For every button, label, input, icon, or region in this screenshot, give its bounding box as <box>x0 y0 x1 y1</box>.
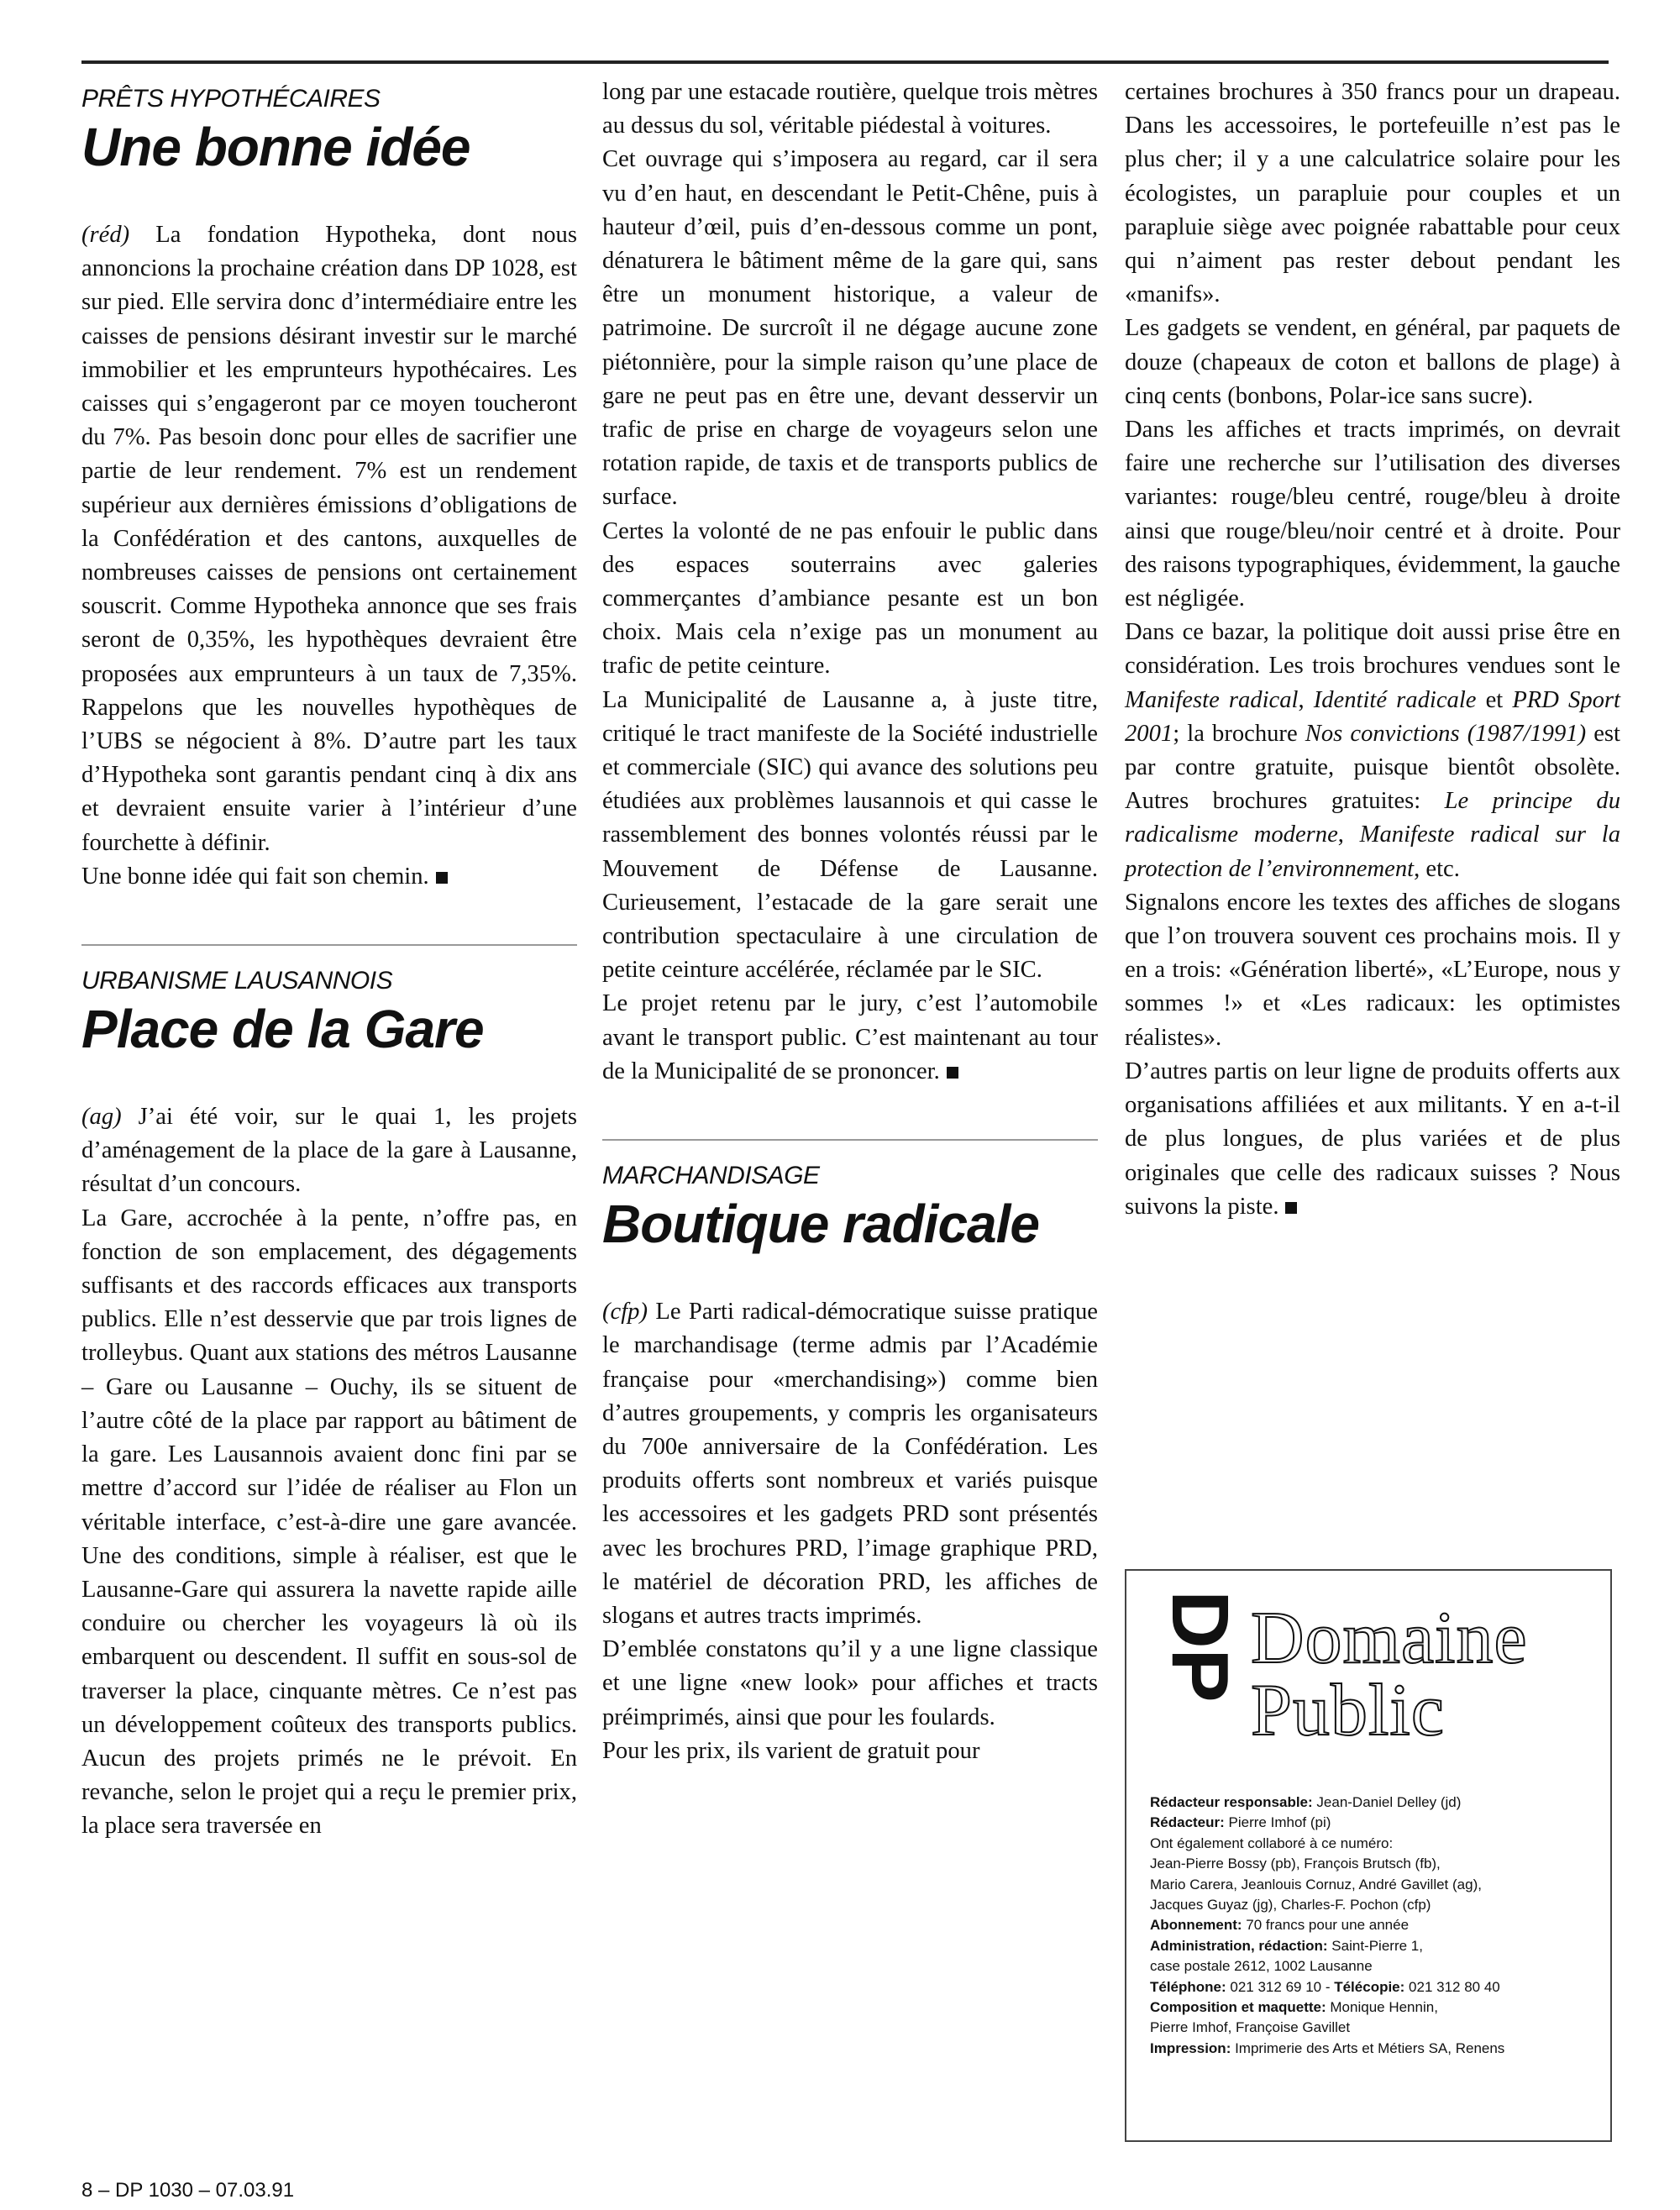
article-paragraph: Cet ouvrage qui s’imposera au regard, car il sera vu d’en haut, en descendant le Petit-Chêne, puis à hauteur d’œil, puis d’en-dessous comme un pont, dénaturera le bâtiment même de la gare qui, sans être un monument historique, a valeur de patrimoine. De surcroît il ne dégage aucune zone piétonnière, pour la simple raison qu’une place de gare ne peut pas en être une, devant desservir un trafic de prise en charge de voyageurs selon une rotation rapide, de taxis et de transports publics de surface. <box>602 146 1098 511</box>
article-kicker: MARCHANDISAGE <box>602 1162 820 1190</box>
credit-line: Administration, rédaction: Saint-Pierre 1, <box>1150 1937 1423 1954</box>
article-paragraph: long par une estacade routière, quelque trois mètres au dessus du sol, véritable piédestal à voitures. <box>602 79 1098 139</box>
dp-logo <box>1147 1590 1245 1772</box>
article-paragraph: (ag) J’ai été voir, sur le quai 1, les projets d’aménagement de la place de la gare à Lausanne, résultat d’un concours. <box>81 1104 577 1198</box>
page-footer: 8 – DP 1030 – 07.03.91 <box>81 2179 295 2202</box>
article-paragraph: (réd) La fondation Hypotheka, dont nous annoncions la prochaine création dans DP 1028, est sur pied. Elle servira donc d’intermédiaire entre les caisses de pensions désirant investir sur le marché immobilier et les emprunteurs hypothécaires. Les caisses qui s’engageront par ce moyen toucheront du 7%. Pas besoin donc pour elles de sacrifier une partie de leur rendement. 7% est un rendement supérieur aux dernières émissions d’obligations de la Confédération et des cantons, auxquelles de nombreuses caisses de pensions ont certainement souscrit. Comme Hypotheka annonce que ses frais seront de 0,35%, les hypothèques devraient être proposées aux emprunteurs à un taux de 7,35%. Rappelons que les nouvelles hypothèques de l’UBS se négocient à 8%. D’autre part les taux d’Hypotheka sont garantis pendant cinq à dix ans et devraient ensuite varier à l’intérieur d’une fourchette à définir. <box>81 222 577 856</box>
article-paragraph: Les gadgets se vendent, en général, par paquets de douze (chapeaux de coton et ballons de plage) à cinq cents (bonbons, Polar-ice sans sucre). <box>1125 315 1620 409</box>
column-2 <box>602 76 1098 1768</box>
column-3 <box>1125 76 1620 1224</box>
author-initials: (réd) <box>81 222 130 248</box>
article-paragraph: Pour les prix, ils varient de gratuit pour <box>602 1737 980 1764</box>
article-paragraph: Dans les affiches et tracts imprimés, on devrait faire une recherche sur l’utilisation des diverses variantes: rouge/bleu centré, rouge/bleu à droite ainsi que rouge/bleu/noir centré et à droite. Pour des raisons typographiques, évidemment, la gauche est négligée. <box>1125 417 1620 612</box>
article-separator <box>81 944 577 946</box>
credit-line: Composition et maquette: Monique Hennin, <box>1150 1999 1438 2016</box>
article-paragraph: Le projet retenu par le jury, c’est l’automobile avant le transport public. C’est maintenant au tour de la Municipalité de se prononcer. <box>602 990 1098 1084</box>
article-paragraph: La Gare, accrochée à la pente, n’offre pas, en fonction de son emplacement, des dégagements suffisants et des raccords efficaces aux transports publics. Elle n’est desservie que par trois lignes de trolleybus. Quant aux stations des métros Lausanne – Gare ou Lausanne – Ouchy, ils se situent de l’autre côté de la place par rapport au bâtiment de la gare. Les Lausannois avaient donc fini par se mettre d’accord sur l’idée de réaliser au Flon un véritable interface, c’est-à-dire une gare avancée. Une des conditions, simple à réaliser, est que le Lausanne-Gare qui assurera la navette rapide aille conduire ou chercher les voyageurs là où ils embarquent ou descendent. Il suffit en sous-sol de traverser la place, cinquante mètres. Ce n’est pas un développement coûteux des transports publics. Aucun des projets primés ne le prévoit. En revanche, selon le projet qui a reçu le premier prix, la place sera traversée en <box>81 1205 577 1840</box>
article-paragraph: Certes la volonté de ne pas enfouir le public dans des espaces souterrains avec galeries commerçantes d’ambiance pesante est un bon choix. Mais cela n’exige pas un monument au trafic de petite ceinture. <box>602 517 1098 680</box>
masthead-credits <box>1150 1793 1604 2059</box>
credit-line: Téléphone: 021 312 69 10 - Télécopie: 021 312 80 40 <box>1150 1978 1500 1995</box>
article-title: Boutique radicale <box>602 1194 1039 1255</box>
top-rule <box>81 60 1609 64</box>
column-1 <box>81 76 577 1844</box>
end-mark-icon <box>436 872 448 884</box>
end-mark-icon <box>947 1067 958 1079</box>
article-paragraph: La Municipalité de Lausanne a, à juste titre, critiqué le tract manifeste de la Société industrielle et commerciale (SIC) qui avance des solutions peu étudiées aux problèmes lausannois et qui casse le rassemblement des bonnes volontés réussi par le Mouvement de Défense de Lausanne. Curieusement, l’estacade de la gare serait une contribution spectaculaire à une circulation de petite ceinture accélérée, réclamée par le SIC. <box>602 686 1098 984</box>
end-mark-icon <box>1285 1202 1297 1214</box>
article-paragraph: Une bonne idée qui fait son chemin. <box>81 860 577 894</box>
article-kicker: PRÊTS HYPOTHÉCAIRES <box>81 85 381 113</box>
article-title: Une bonne idée <box>81 117 470 177</box>
credit-line: Ont également collaboré à ce numéro: <box>1150 1835 1394 1851</box>
credit-line: Jean-Pierre Bossy (pb), François Brutsch (fb), <box>1150 1856 1441 1872</box>
credit-line: Abonnement: 70 francs pour une année <box>1150 1917 1410 1934</box>
credit-line: case postale 2612, 1002 Lausanne <box>1150 1958 1373 1975</box>
article-paragraph: (cfp) Le Parti radical-démocratique suisse pratique le marchandisage (terme admis par l’Académie française pour «merchandising») comme bien d’autres groupements, y compris les organisateurs du 700e anniversaire de la Confédération. Les produits offerts sont nombreux et variés puisque les accessoires et les gadgets PRD sont présentés avec les brochures PRD, l’image graphique PRD, le matériel de décoration PRD, les affiches de slogans et autres tracts imprimés. <box>602 1299 1098 1629</box>
author-initials: (ag) <box>81 1104 122 1131</box>
article-paragraph: certaines brochures à 350 francs pour un drapeau. Dans les accessoires, le portefeuille n’est pas le plus cher; il y a une calculatrice solaire pour les écologistes, un parapluie pour couples et un parapluie siège avec poignée rabattable pour ceux qui n’aiment pas rester debout pendant les «manifs». <box>1125 79 1620 308</box>
credit-line: Pierre Imhof, Françoise Gavillet <box>1150 2019 1351 2036</box>
dp-logo-letters: DP <box>1155 1590 1245 1703</box>
article-paragraph: Dans ce bazar, la politique doit aussi prise être en considération. Les trois brochures vendues sont le Manifeste radical, Identité radicale et PRD Sport 2001; la brochure Nos convictions (1987/1991) est par contre gratuite, puisque bientôt obsolète. Autres brochures gratuites: Le principe du radicalisme moderne, Manifeste radical sur la protection de l’environnement, etc. <box>1125 619 1620 882</box>
author-initials: (cfp) <box>602 1299 648 1325</box>
article-paragraph: D’emblée constatons qu’il y a une ligne classique et une ligne «new look» pour affiches et tracts préimprimés, ainsi que pour les foulards. <box>602 1636 1098 1730</box>
credit-line: Jacques Guyaz (jg), Charles-F. Pochon (cfp) <box>1150 1897 1431 1913</box>
article-paragraph: Signalons encore les textes des affiches de slogans que l’on trouvera souvent ces prochains mois. Il y en a trois: «Génération liberté», «L’Europe, nous y sommes !» et «Les radicaux: les optimistes réalistes». <box>1125 889 1620 1051</box>
article-kicker: URBANISME LAUSANNOIS <box>81 967 393 995</box>
masthead-title: Domaine Public <box>1251 1598 1528 1751</box>
credit-line: Mario Carera, Jeanlouis Cornuz, André Gavillet (ag), <box>1150 1876 1482 1892</box>
article-paragraph: D’autres partis on leur ligne de produits offerts aux organisations affiliées et aux militants. Y en a-t-il de plus longues, de plus variées et de plus originales que celle des radicaux suisses ? Nous suivons la piste. <box>1125 1058 1620 1220</box>
article-title: Place de la Gare <box>81 999 484 1060</box>
article-separator <box>602 1139 1098 1141</box>
credit-line: Rédacteur: Pierre Imhof (pi) <box>1150 1814 1331 1831</box>
credit-line: Impression: Imprimerie des Arts et Métiers SA, Renens <box>1150 2039 1505 2056</box>
credit-line: Rédacteur responsable: Jean-Daniel Delley (jd) <box>1150 1794 1462 1810</box>
masthead-box <box>1125 1569 1612 2142</box>
